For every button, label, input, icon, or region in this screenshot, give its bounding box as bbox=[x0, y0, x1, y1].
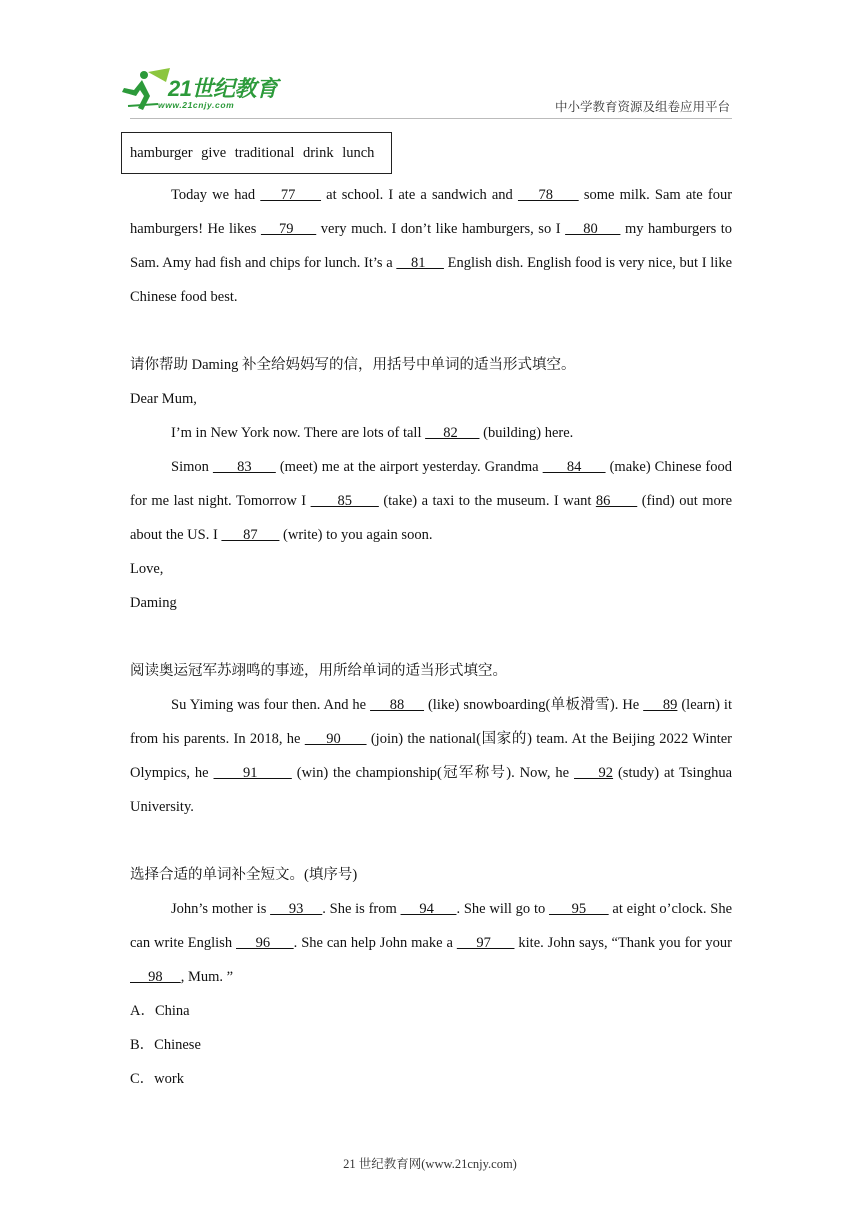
text: at eight o’clock. She can write English bbox=[130, 901, 733, 951]
blank-79[interactable]: 79 bbox=[260, 221, 317, 237]
blank-95[interactable]: 95 bbox=[548, 901, 609, 917]
blank-80[interactable]: 80 bbox=[565, 221, 621, 237]
blank-86[interactable]: 86 bbox=[595, 493, 638, 509]
blank-89[interactable]: 89 bbox=[643, 697, 678, 713]
text: my hamburgers to Sam. Amy had fish and chips for lunch. It’s a bbox=[130, 221, 733, 271]
blank-93[interactable]: 93 bbox=[270, 901, 323, 917]
text: very much. I don’t like hamburgers, so I bbox=[316, 221, 566, 237]
text: (take) a taxi to the museum. I want bbox=[378, 493, 596, 509]
blank-82[interactable]: 82 bbox=[425, 425, 480, 441]
text: (win) the championship(冠军称号). Now, he bbox=[291, 765, 575, 781]
text: . She will go to bbox=[456, 901, 549, 917]
text: (study) at Tsinghua University. bbox=[130, 765, 733, 815]
text: (write) to you again soon. bbox=[279, 527, 433, 543]
header-divider bbox=[130, 118, 732, 119]
section3-instruction: 阅读奥运冠军苏翊鸣的事迹，用所给单词的适当形式填空。 bbox=[130, 663, 507, 679]
letter-closing: Love, bbox=[130, 561, 164, 577]
text: . She is from bbox=[322, 901, 401, 917]
blank-81[interactable]: 81 bbox=[396, 255, 444, 271]
text: John’s mother is bbox=[171, 901, 271, 917]
blank-78[interactable]: 78 bbox=[517, 187, 579, 203]
text: kite. John says, “Thank you for your bbox=[514, 935, 732, 951]
text: some milk. Sam ate four hamburgers! He likes bbox=[130, 187, 733, 237]
blank-90[interactable]: 90 bbox=[304, 731, 367, 747]
worksheet-content bbox=[130, 178, 732, 1096]
text: (join) the national(国家的) team. At the Beijing 2022 Winter Olympics, he bbox=[130, 731, 733, 781]
blank-98[interactable]: 98 bbox=[130, 969, 181, 985]
logo bbox=[118, 66, 293, 116]
passage-su-yiming bbox=[130, 688, 732, 824]
logo-text: 21世纪教育 bbox=[168, 76, 278, 101]
text: (learn) it from his parents. In 2018, he bbox=[130, 697, 732, 747]
section4-instruction: 选择合适的单词补全短文。(填序号) bbox=[130, 867, 358, 883]
blank-88[interactable]: 88 bbox=[370, 697, 425, 713]
letter-para2 bbox=[130, 450, 732, 552]
text: Today we had bbox=[171, 187, 261, 203]
letter-greeting: Dear Mum, bbox=[130, 391, 197, 407]
blank-91[interactable]: 91 bbox=[213, 765, 292, 781]
blank-77[interactable]: 77 bbox=[260, 187, 322, 203]
footer: 21 世纪教育网(www.21cnjy.com) bbox=[343, 1157, 517, 1171]
text: English dish. English food is very nice, but I like Chinese food best. bbox=[130, 255, 733, 305]
text: I’m in New York now. There are lots of tall bbox=[171, 425, 426, 441]
option-a: A．China bbox=[130, 1003, 190, 1019]
blank-85[interactable]: 85 bbox=[310, 493, 379, 509]
passage-john-mother bbox=[130, 892, 732, 994]
text: (find) out more about the US. I bbox=[130, 493, 733, 543]
text: , Mum. ” bbox=[180, 969, 234, 985]
option-b: B．Chinese bbox=[130, 1037, 201, 1053]
blank-87[interactable]: 87 bbox=[221, 527, 280, 543]
section2-instruction: 请你帮助 Daming 补全给妈妈写的信，用括号中单词的适当形式填空。 bbox=[130, 357, 576, 373]
option-c: C．work bbox=[130, 1071, 184, 1087]
word-bank-box: hamburger give traditional drink lunch bbox=[121, 132, 392, 174]
logo-url: www.21cnjy.com bbox=[158, 100, 235, 110]
text: Su Yiming was four then. And he bbox=[171, 697, 371, 713]
letter-signature: Daming bbox=[130, 595, 177, 611]
text: (like) snowboarding(单板滑雪). He bbox=[424, 697, 644, 713]
letter-para1 bbox=[130, 416, 732, 450]
blank-97[interactable]: 97 bbox=[456, 935, 515, 951]
text: at school. I ate a sandwich and bbox=[321, 187, 518, 203]
text: . She can help John make a bbox=[293, 935, 457, 951]
blank-84[interactable]: 84 bbox=[542, 459, 606, 475]
text: (meet) me at the airport yesterday. Grandma bbox=[275, 459, 543, 475]
text: (make) Chinese food for me last night. Tomorrow I bbox=[130, 459, 733, 509]
blank-96[interactable]: 96 bbox=[236, 935, 294, 951]
blank-83[interactable]: 83 bbox=[212, 459, 276, 475]
text: (building) here. bbox=[479, 425, 574, 441]
blank-94[interactable]: 94 bbox=[400, 901, 457, 917]
text: Simon bbox=[171, 459, 213, 475]
passage-lunch bbox=[130, 178, 732, 314]
platform-name: 中小学教育资源及组卷应用平台 bbox=[554, 100, 730, 114]
blank-92[interactable]: 92 bbox=[574, 765, 614, 781]
